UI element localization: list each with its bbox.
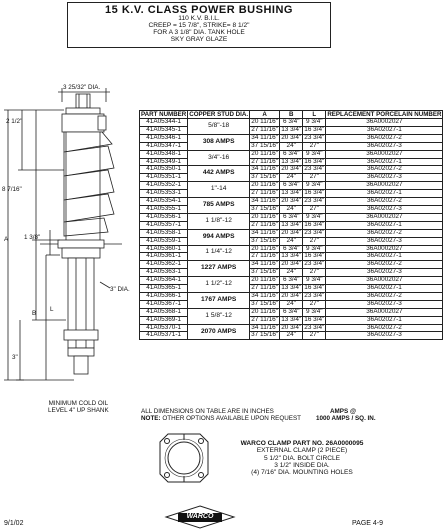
cell-part-number: 41A05361-1 <box>140 253 188 261</box>
cell-a: 27 11/16" <box>251 125 278 133</box>
dim-top-label: 2 1/2" <box>6 118 23 125</box>
subtitle-line: SKY GRAY GLAZE <box>170 35 228 43</box>
header-copper-stud: COPPER STUD DIA. <box>189 111 249 118</box>
cell-part-number: 41A05352-1 <box>140 182 188 190</box>
cell-stud-dia: 3/4"-16 <box>188 150 250 166</box>
cell-a: 37 15/16" <box>251 204 279 212</box>
cell-a: 34 11/16" <box>251 260 278 268</box>
cell-part-number: 41A05369-1 <box>140 316 188 324</box>
cell-l: 27" <box>303 142 326 150</box>
cell-l: 16 3/4" <box>304 125 325 133</box>
note-label: NOTE: <box>141 415 161 422</box>
cell-a: 34 11/16" <box>251 165 278 173</box>
table-body <box>140 119 443 340</box>
cell-part-number: 41A05351-1 <box>140 174 188 182</box>
cell-b: 6 3/4" <box>280 308 303 316</box>
cell-b: 13 3/4" <box>281 252 302 260</box>
subtitle-line: FOR A 3 1/8" DIA. TANK HOLE <box>153 28 245 36</box>
cell-stud-dia: 5/8"-18 <box>188 119 250 135</box>
cell-b: 20 3/4" <box>281 260 302 268</box>
dim-b-label: B <box>32 310 37 317</box>
cell-b: 20 3/4" <box>281 228 302 236</box>
cell-b: 13 3/4" <box>281 125 302 133</box>
cell-b: 20 3/4" <box>281 133 302 141</box>
cell-a: 27 11/16" <box>251 157 278 165</box>
cell-replacement: 36A0002027 <box>326 277 443 285</box>
cell-a: 34 11/16" <box>251 291 278 299</box>
cell-b: 24" <box>280 237 303 245</box>
dim-a-label: A <box>4 236 9 243</box>
cell-stud-dia: 1"-14 <box>188 182 250 198</box>
clamp-title: WARCO CLAMP PART NO. 26A0000095 <box>240 440 364 447</box>
cell-l: 9 3/4" <box>303 182 326 190</box>
clamp-line: EXTERNAL CLAMP (2 PIECE) <box>256 447 348 455</box>
header-a: A <box>250 111 280 119</box>
cell-b: 20 3/4" <box>281 197 302 205</box>
cell-a: 20 11/16" <box>251 244 278 252</box>
cell-b: 6 3/4" <box>280 182 303 190</box>
cell-part-number: 41A05364-1 <box>140 277 188 285</box>
page-title: 15 K.V. CLASS POWER BUSHING <box>105 4 293 16</box>
header-replacement: REPLACEMENT PORCELAIN NUMBER <box>327 111 442 118</box>
cell-l: 23 3/4" <box>304 291 325 299</box>
cell-replacement: 36A02027-3 <box>326 300 443 308</box>
cell-replacement: 36A0002027 <box>326 308 443 316</box>
clamp-line: 5 1/2" DIA. BOLT CIRCLE <box>263 454 341 462</box>
cell-a: 34 11/16" <box>251 323 278 331</box>
cell-b: 20 3/4" <box>281 165 302 173</box>
cell-b: 13 3/4" <box>281 157 302 165</box>
table-row <box>140 221 443 229</box>
cell-l: 23 3/4" <box>304 165 325 173</box>
cell-part-number: 41A05355-1 <box>140 205 188 213</box>
cell-part-number: 41A05344-1 <box>140 119 188 127</box>
cell-part-number: 41A05354-1 <box>140 198 188 206</box>
subtitle-line: 110 K.V. B.I.L. <box>178 15 220 22</box>
cell-amps: 1227 AMPS <box>188 261 250 277</box>
cell-l: 27" <box>303 237 326 245</box>
cell-replacement: 36A0002027 <box>326 245 443 253</box>
cell-replacement: 36A0002027 <box>326 150 443 158</box>
table-row <box>140 150 443 158</box>
oil-level-note <box>48 400 109 414</box>
title-block <box>67 2 331 48</box>
cell-l: 9 3/4" <box>303 213 326 221</box>
spec-table <box>139 110 443 340</box>
dia-3-label: 3" DIA. <box>110 286 130 293</box>
cell-part-number: 41A05353-1 <box>140 190 188 198</box>
amps-label: AMPS @ <box>330 408 357 415</box>
cell-l: 16 3/4" <box>304 189 325 197</box>
cell-replacement: 36A02027-3 <box>326 237 443 245</box>
cell-stud-dia: 1 1/8"-12 <box>188 213 250 229</box>
cell-l: 16 3/4" <box>304 315 325 323</box>
cell-replacement: 36A02027-3 <box>326 205 443 213</box>
cell-part-number: 41A05346-1 <box>140 134 188 142</box>
cell-replacement: 36A02027-2 <box>326 324 443 332</box>
dim-bottom-label: 3" <box>12 354 18 361</box>
cell-part-number: 41A05371-1 <box>140 332 188 340</box>
cell-part-number: 41A05362-1 <box>140 261 188 269</box>
cell-replacement: 36A0002027 <box>326 182 443 190</box>
cell-a: 34 11/16" <box>251 197 278 205</box>
clamp-drawing <box>158 432 210 484</box>
cell-part-number: 41A05370-1 <box>140 324 188 332</box>
cell-replacement: 36A02027-2 <box>326 134 443 142</box>
amps-value: 1000 AMPS / SQ. IN. <box>316 415 376 422</box>
header-part-number: PART NUMBER <box>141 111 187 118</box>
cell-b: 6 3/4" <box>280 277 303 285</box>
clamp-line: 3 1/2" INSIDE DIA. <box>274 461 330 469</box>
cell-replacement: 36A02027-3 <box>326 174 443 182</box>
dim-mid-label: 1 3/8" <box>24 234 41 241</box>
cell-replacement: 36A02027-1 <box>326 158 443 166</box>
cell-a: 34 11/16" <box>251 133 278 141</box>
cell-part-number: 41A05358-1 <box>140 229 188 237</box>
cell-l: 9 3/4" <box>303 150 326 158</box>
cell-l: 27" <box>303 205 326 213</box>
cell-a: 20 11/16" <box>251 149 278 157</box>
cell-l: 9 3/4" <box>303 277 326 285</box>
bushing-drawing <box>0 80 140 400</box>
cell-a: 27 11/16" <box>251 315 278 323</box>
cell-part-number: 41A05368-1 <box>140 308 188 316</box>
cell-b: 24" <box>280 205 303 213</box>
cell-a: 37 15/16" <box>251 173 279 181</box>
subtitle-line: CREEP = 15 7/8", STRIKE= 8 1/2" <box>148 21 250 29</box>
cell-b: 13 3/4" <box>281 315 302 323</box>
cell-replacement: 36A02027-3 <box>326 269 443 277</box>
cell-part-number: 41A05363-1 <box>140 269 188 277</box>
dims-note: ALL DIMENSIONS ON TABLE ARE IN INCHES <box>141 408 274 415</box>
cell-a: 27 11/16" <box>251 189 278 197</box>
footer-date: 9/1/02 <box>4 520 24 527</box>
cell-l: 27" <box>303 300 326 308</box>
options-note <box>141 415 301 422</box>
cell-part-number: 41A05347-1 <box>140 142 188 150</box>
cell-stud-dia: 1 1/4"-12 <box>188 245 250 261</box>
cell-l: 16 3/4" <box>304 252 325 260</box>
cell-l: 16 3/4" <box>304 220 325 228</box>
cell-l: 23 3/4" <box>304 197 325 205</box>
cell-part-number: 41A05345-1 <box>140 126 188 134</box>
cell-replacement: 36A02027-1 <box>326 126 443 134</box>
cell-b: 24" <box>280 300 303 308</box>
cell-l: 27" <box>303 332 326 340</box>
table-row <box>140 332 443 340</box>
table-row <box>140 308 443 316</box>
cell-stud-dia: 1 1/2"-12 <box>188 277 250 293</box>
cell-a: 20 11/16" <box>251 307 278 315</box>
cell-replacement: 36A02027-1 <box>326 253 443 261</box>
cell-b: 13 3/4" <box>281 189 302 197</box>
brand-text: WARCO <box>186 513 214 520</box>
footer-page: PAGE 4-9 <box>352 520 383 527</box>
cell-part-number: 41A05348-1 <box>140 150 188 158</box>
cell-a: 20 11/16" <box>251 118 278 125</box>
cell-replacement: 36A02027-2 <box>326 261 443 269</box>
dim-total-label: 8 7/16" <box>2 186 22 193</box>
cell-l: 23 3/4" <box>304 133 325 141</box>
cell-a: 37 15/16" <box>251 268 279 276</box>
table-row <box>140 316 443 324</box>
amps-note <box>330 408 356 415</box>
clamp-line: (4) 7/16" DIA. MOUNTING HOLES <box>251 469 353 477</box>
cell-b: 6 3/4" <box>280 213 303 221</box>
cell-a: 20 11/16" <box>251 181 278 189</box>
oil-note-line: MINIMUM COLD OIL <box>48 400 109 407</box>
cell-b: 6 3/4" <box>280 150 303 158</box>
cell-amps: 1767 AMPS <box>188 292 250 308</box>
cell-a: 34 11/16" <box>251 228 278 236</box>
cell-part-number: 41A05359-1 <box>140 237 188 245</box>
cell-part-number: 41A05367-1 <box>140 300 188 308</box>
cell-b: 24" <box>280 174 303 182</box>
cell-b: 13 3/4" <box>281 220 302 228</box>
table-row <box>140 142 443 150</box>
table-row <box>140 237 443 245</box>
cell-a: 27 11/16" <box>251 284 278 292</box>
cell-replacement: 36A0002027 <box>326 119 443 127</box>
note-text: OTHER OPTIONS AVAILABLE UPON REQUEST <box>162 415 302 422</box>
cell-l: 9 3/4" <box>303 119 326 127</box>
cell-b: 20 3/4" <box>281 291 302 299</box>
cell-replacement: 36A02027-3 <box>326 332 443 340</box>
cell-a: 27 11/16" <box>251 252 278 260</box>
cell-replacement: 36A02027-2 <box>326 166 443 174</box>
cell-amps: 442 AMPS <box>188 166 250 182</box>
cell-part-number: 41A05360-1 <box>140 245 188 253</box>
header-l: L <box>303 111 326 119</box>
table-row <box>140 229 443 237</box>
cell-replacement: 36A02027-1 <box>326 285 443 293</box>
cell-part-number: 41A05357-1 <box>140 221 188 229</box>
cell-amps: 785 AMPS <box>188 198 250 214</box>
cell-part-number: 41A05349-1 <box>140 158 188 166</box>
top-dia-label: 3 25/32" DIA. <box>63 84 101 91</box>
cell-replacement: 36A02027-2 <box>326 292 443 300</box>
cell-l: 23 3/4" <box>304 323 325 331</box>
cell-replacement: 36A02027-1 <box>326 316 443 324</box>
cell-b: 24" <box>280 142 303 150</box>
cell-b: 24" <box>280 332 303 340</box>
cell-l: 16 3/4" <box>304 157 325 165</box>
cell-b: 6 3/4" <box>280 119 303 127</box>
cell-l: 23 3/4" <box>304 228 325 236</box>
cell-stud-dia: 1 5/8"-12 <box>188 308 250 324</box>
cell-l: 9 3/4" <box>303 245 326 253</box>
cell-b: 24" <box>280 269 303 277</box>
cell-l: 23 3/4" <box>304 260 325 268</box>
cell-replacement: 36A02027-1 <box>326 190 443 198</box>
cell-amps: 308 AMPS <box>188 134 250 150</box>
cell-a: 20 11/16" <box>251 212 278 220</box>
cell-l: 27" <box>303 269 326 277</box>
cell-a: 27 11/16" <box>251 220 278 228</box>
cell-l: 9 3/4" <box>303 308 326 316</box>
cell-a: 37 15/16" <box>251 299 279 307</box>
cell-part-number: 41A05365-1 <box>140 285 188 293</box>
cell-b: 20 3/4" <box>281 323 302 331</box>
cell-replacement: 36A0002027 <box>326 213 443 221</box>
clamp-info <box>214 440 390 476</box>
cell-amps: 2070 AMPS <box>188 324 250 340</box>
cell-l: 27" <box>303 174 326 182</box>
cell-b: 6 3/4" <box>280 245 303 253</box>
cell-a: 37 15/16" <box>251 141 279 149</box>
cell-replacement: 36A02027-1 <box>326 221 443 229</box>
cell-part-number: 41A05356-1 <box>140 213 188 221</box>
cell-a: 20 11/16" <box>251 276 278 284</box>
oil-note-line: LEVEL 4" UP SHANK <box>48 407 109 414</box>
cell-b: 13 3/4" <box>281 284 302 292</box>
cell-part-number: 41A05350-1 <box>140 166 188 174</box>
header-b: B <box>280 111 303 119</box>
cell-replacement: 36A02027-3 <box>326 142 443 150</box>
cell-a: 37 15/16" <box>251 331 279 339</box>
cell-replacement: 36A02027-2 <box>326 198 443 206</box>
cell-a: 37 15/16" <box>251 236 279 244</box>
cell-l: 16 3/4" <box>304 284 325 292</box>
cell-part-number: 41A05366-1 <box>140 292 188 300</box>
dim-l-label: L <box>50 306 54 313</box>
cell-replacement: 36A02027-2 <box>326 229 443 237</box>
cell-amps: 994 AMPS <box>188 229 250 245</box>
